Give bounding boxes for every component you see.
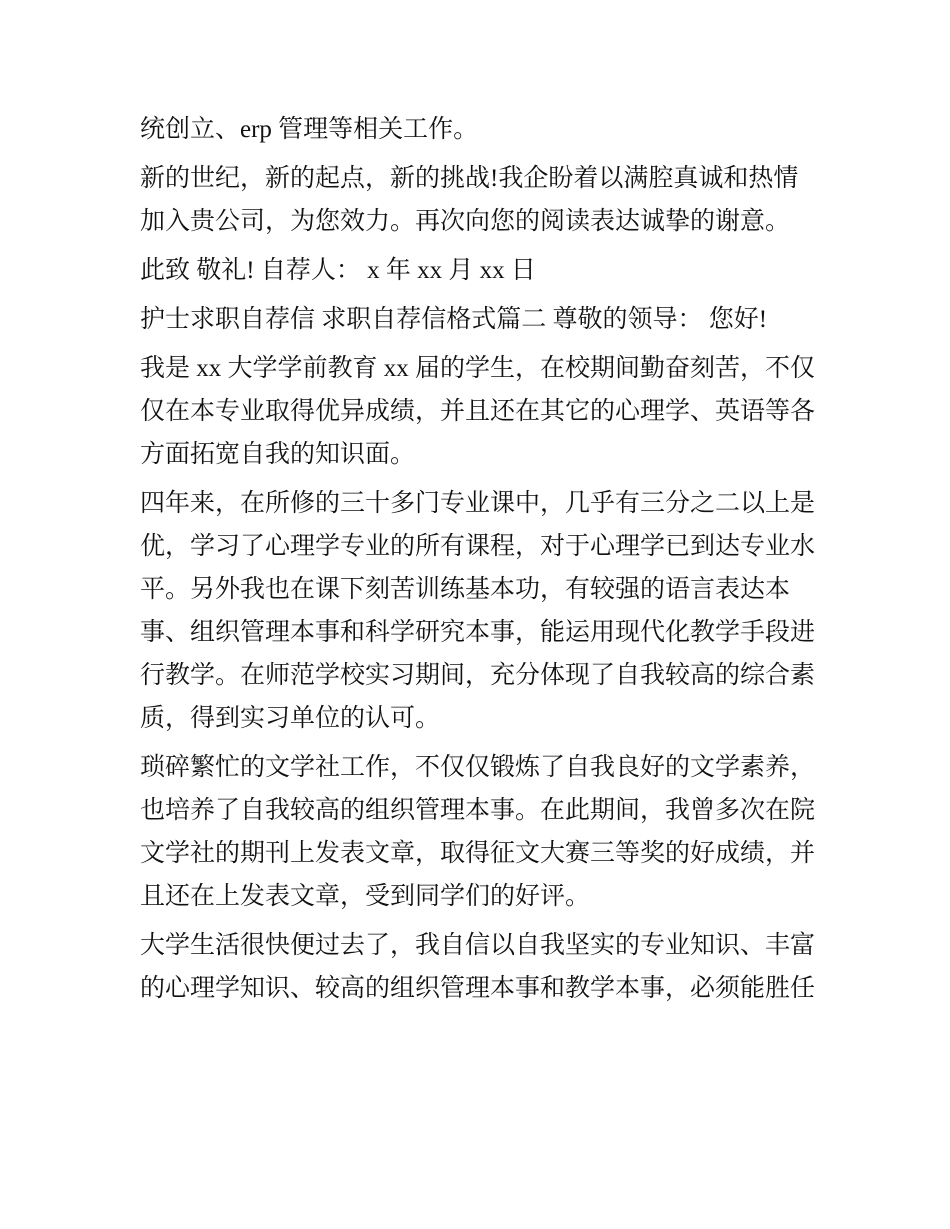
- text-line: 我是 xx 大学学前教育 xx 届的学生，在校期间勤奋刻苦，不仅: [140, 355, 816, 382]
- text-line: 统创立、erp 管理等相关工作。: [140, 116, 479, 143]
- text-line: 加入贵公司，为您效力。再次向您的阅读表达诚挚的谢意。: [140, 208, 791, 235]
- text-line: 事、组织管理本事和科学研究本事，能运用现代化教学手段进: [140, 619, 816, 646]
- text-line: 琐碎繁忙的文学社工作，不仅仅锻炼了自我良好的文学素养，: [140, 754, 816, 781]
- text-line: 质，得到实习单位的认可。: [140, 705, 441, 732]
- text-line: 方面拓宽自我的知识面。: [140, 441, 416, 468]
- text-line: 大学生活很快便过去了，我自信以自我坚实的专业知识、丰富: [140, 932, 816, 959]
- text-line: 护士求职自荐信 求职自荐信格式篇二 尊敬的领导： 您好!: [140, 306, 768, 333]
- text-line: 的心理学知识、较高的组织管理本事和教学本事，必须能胜任: [140, 975, 816, 1002]
- text-line: 且还在上发表文章，受到同学们的好评。: [140, 883, 591, 910]
- text-line: 平。另外我也在课下刻苦训练基本功，有较强的语言表达本: [140, 576, 791, 603]
- document-body: [140, 108, 820, 1010]
- text-line: 此致 敬礼! 自荐人： x 年 xx 月 xx 日: [140, 257, 536, 284]
- text-line: 文学社的期刊上发表文章，取得征文大赛三等奖的好成绩，并: [140, 840, 816, 867]
- text-line: 仅在本专业取得优异成绩，并且还在其它的心理学、英语等各: [140, 398, 816, 425]
- text-line: 优，学习了心理学专业的所有课程，对于心理学已到达专业水: [140, 533, 816, 560]
- text-line: 行教学。在师范学校实习期间，充分体现了自我较高的综合素: [140, 662, 816, 689]
- text-line: 四年来，在所修的三十多门专业课中，几乎有三分之二以上是: [140, 490, 816, 517]
- text-line: 新的世纪，新的起点，新的挑战!我企盼着以满腔真诚和热情: [140, 165, 799, 192]
- text-line: 也培养了自我较高的组织管理本事。在此期间，我曾多次在院: [140, 797, 816, 824]
